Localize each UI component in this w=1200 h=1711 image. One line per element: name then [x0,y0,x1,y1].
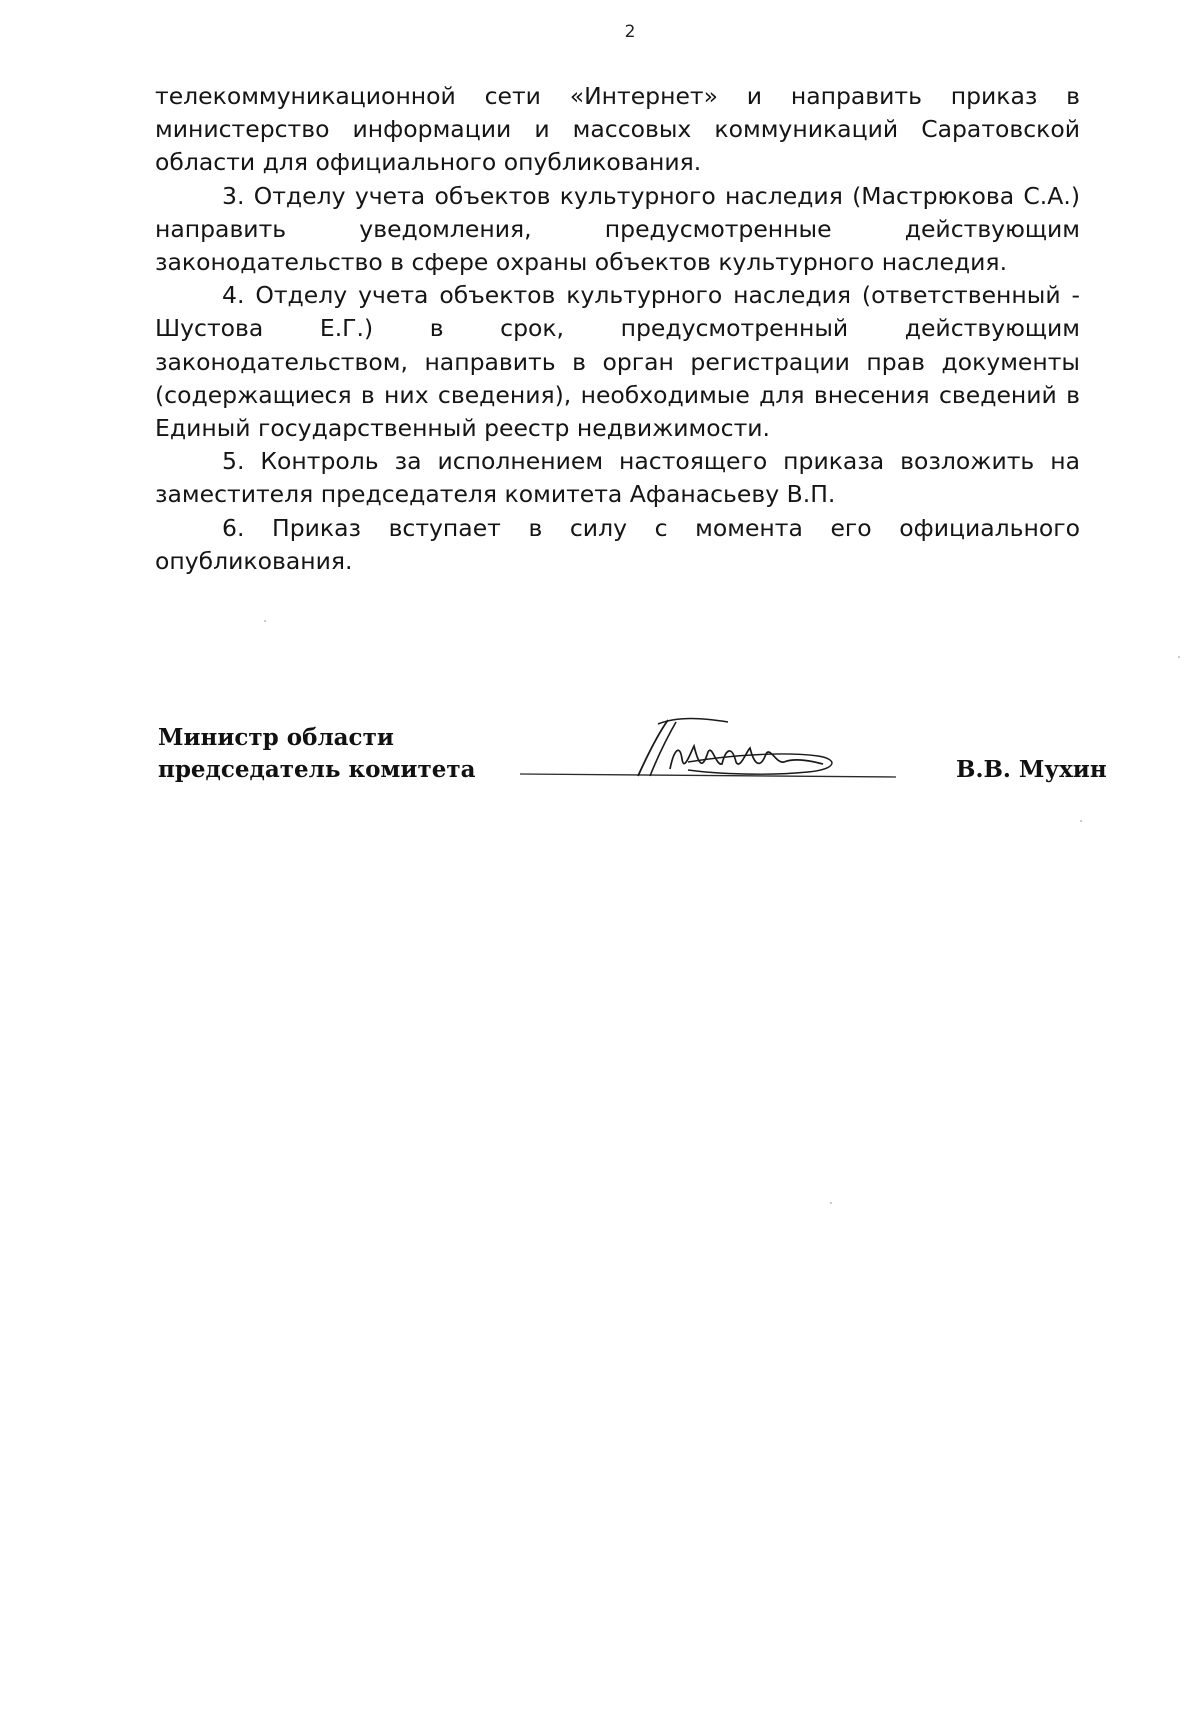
signatory-title-line2: председатель комитета [158,756,476,783]
scan-speck [1178,656,1180,658]
signature-block [158,722,1108,792]
document-body [155,80,1080,578]
scan-speck [264,620,266,622]
handwritten-signature [518,714,898,786]
scan-speck [1080,820,1082,822]
paragraph-item-4: 4. Отделу учета объектов культурного наследия (ответственный - Шустова Е.Г.) в срок, предусмотренный действующим законодательством, направить в орган регистрации прав документы (содержащиеся в них сведения), необходимые для внесения сведений в Единый государственный реестр недвижимости. [155,281,1080,443]
page-number: 2 [624,22,636,42]
paragraph-continuation: телекоммуникационной сети «Интернет» и направить приказ в министерство информации и массовых коммуникаций Саратовской области для официального опубликования. [155,82,1080,177]
paragraph-item-5: 5. Контроль за исполнением настоящего приказа возложить на заместителя председателя комитета Афанасьеву В.П. [155,447,1080,509]
scan-speck [830,1202,832,1204]
paragraph-item-6: 6. Приказ вступает в силу с момента его официального опубликования. [155,513,1080,575]
signatory-name: В.В. Мухин [956,756,1107,783]
paragraph-item-3: 3. Отделу учета объектов культурного наследия (Мастрюкова С.А.) направить уведомления, предусмотренные действующим законодательство в сфере охраны объектов культурного наследия. [155,181,1080,277]
signatory-title [158,722,476,786]
signatory-title-line1: Министр области [158,724,394,751]
